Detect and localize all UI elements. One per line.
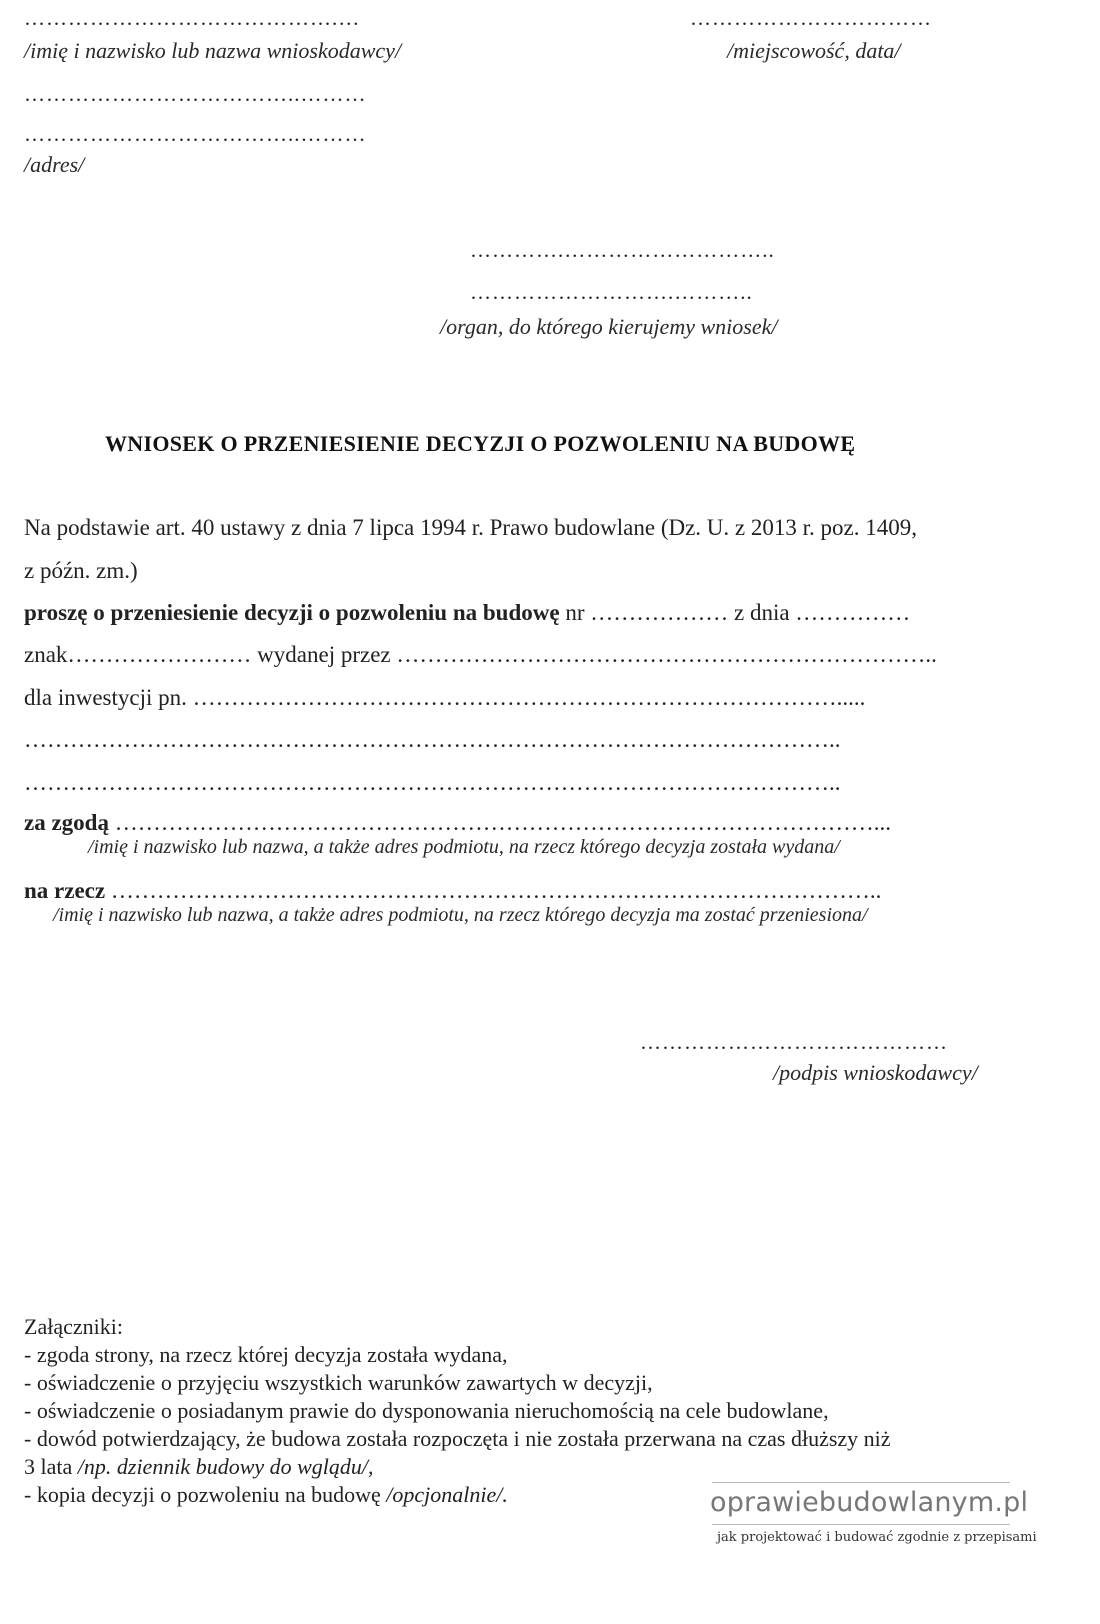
site-tagline: jak projektować i budować zgodnie z przepisami [717,1530,1037,1545]
logo-top-rule [712,1482,1010,1483]
sign-issuer-line: znak…………………… wydanej przez …………………………………………………………….. [24,642,937,667]
address-dots-1: ………………………………..……… [24,82,367,106]
place-date-caption: /miejscowość, data/ [727,38,901,63]
attachment-item-4-italic: /np. dziennik budowy do wglądu/, [77,1454,374,1479]
organ-dots-1: ………….……………………….. [470,238,775,262]
site-logo: oprawiebudowlanym.pl [710,1487,1029,1518]
signature-caption: /podpis wnioskodawcy/ [773,1060,978,1085]
organ-caption: /organ, do którego kierujemy wniosek/ [440,314,778,339]
attachments-heading: Załączniki: [24,1314,123,1339]
attachment-item-4: - dowód potwierdzający, że budowa została rozpoczęta i nie została przerwana na czas dłuższy niż [24,1426,891,1451]
attachment-item-5 [24,1482,508,1508]
recipient-line [24,878,881,904]
investment-dots-line-1: …………………………………………………………………………………………….. [24,727,841,752]
request-bold-text: proszę o przeniesienie decyzji o pozwoleniu na budowę [24,600,560,625]
applicant-name-caption: /imię i nazwisko lub nazwa wnioskodawcy/ [24,38,402,63]
address-caption: /adres/ [24,152,85,177]
document-title: WNIOSEK O PRZENIESIENIE DECYZJI O POZWOLENIU NA BUDOWĘ [105,431,856,456]
request-number-date: nr ……………… z dnia …………… [559,600,911,625]
recipient-caption: /imię i nazwisko lub nazwa, a także adres podmiotu, na rzecz którego decyzja ma zostać przeniesiona/ [53,904,868,926]
recipient-label: na rzecz [24,878,106,903]
attachment-item-2: - oświadczenie o przyjęciu wszystkich warunków zawartych w decyzji, [24,1370,653,1395]
place-date-dots: …………………………… [690,6,932,30]
legal-basis-line-1: Na podstawie art. 40 ustawy z dnia 7 lipca 1994 r. Prawo budowlane (Dz. U. z 2013 r. poz. 1409, [24,515,917,540]
applicant-name-dots: …………………………………….… [24,6,361,30]
attachment-item-5-plain: - kopia decyzji o pozwoleniu na budowę [24,1482,387,1507]
consent-dots: ………………………………………………………………………………………... [108,810,891,835]
logo-bottom-rule [712,1524,1010,1525]
consent-label: za zgodą [24,810,109,835]
investment-dots-line-2: …………………………………………………………………………………………….. [24,770,841,795]
legal-basis-line-2: z późn. zm.) [24,558,138,583]
consent-caption: /imię i nazwisko lub nazwa, a także adres podmiotu, na rzecz którego decyzja została wydana/ [88,836,840,858]
attachment-item-4-cont [24,1454,374,1480]
attachment-item-1: - zgoda strony, na rzecz której decyzja została wydana, [24,1342,508,1367]
recipient-dots: ……………………………………………………………………………………….. [105,878,882,903]
attachment-item-4-plain: 3 lata [24,1454,78,1479]
investment-line: dla inwestycji pn. …………………………………………………………………………..... [24,685,866,710]
attachment-item-3: - oświadczenie o posiadanym prawie do dysponowania nieruchomością na cele budowlane, [24,1398,829,1423]
address-dots-2: ………………………………..……… [24,122,367,146]
consent-line [24,810,891,836]
signature-dots: …………………………………… [640,1030,948,1054]
organ-dots-2: ……………………….……….. [470,280,753,304]
request-line [24,600,910,626]
attachment-item-5-italic: /opcjonalnie/. [386,1482,508,1507]
